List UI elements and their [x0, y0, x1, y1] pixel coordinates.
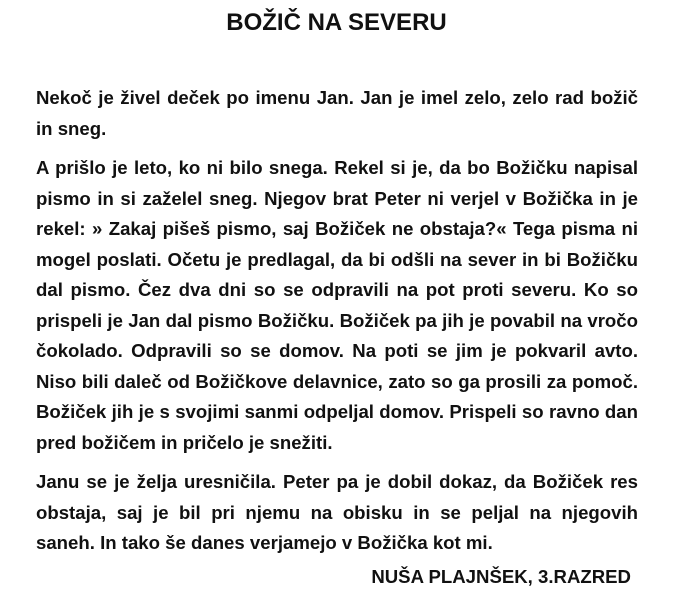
paragraph-1: Nekoč je živel deček po imenu Jan. Jan je imel zelo, zelo rad božič in sneg. — [36, 87, 638, 139]
story-body — [36, 83, 638, 568]
paragraph-2: A prišlo je leto, ko ni bilo snega. Rekel si je, da bo Božičku napisal pismo in si zaželel sneg. Njegov brat Peter ni verjel v Božička in je rekel: » Zakaj pišeš pismo, saj Božiček ne obstaja?« Tega pisma ni mogel poslati. Očetu je predlagal, da bi odšli na sever in bi Božičku dal pismo. Čez dva dni so se odpravili na pot proti severu. Ko so prispeli je Jan dal pismo Božičku. Božiček pa jih je povabil na vročo čokolado. Odpravili so se domov. Na poti se jim je pokvaril avto. Niso bili daleč od Božičkove delavnice, zato so ga prosili za pomoč. Božiček jih je s svojimi sanmi odpeljal domov. Prispeli so ravno dan pred božičem in pričelo je snežiti. — [36, 157, 638, 453]
author-signature: NUŠA PLAJNŠEK, 3.RAZRED — [371, 566, 631, 587]
paragraph-3: Janu se je želja uresničila. Peter pa je dobil dokaz, da Božiček res obstaja, saj je bil pri njemu na obisku in se peljal na njegovih saneh. In tako še danes verjamejo v Božička kot mi. — [36, 471, 638, 553]
document-title: BOŽIČ NA SEVERU — [226, 9, 447, 36]
